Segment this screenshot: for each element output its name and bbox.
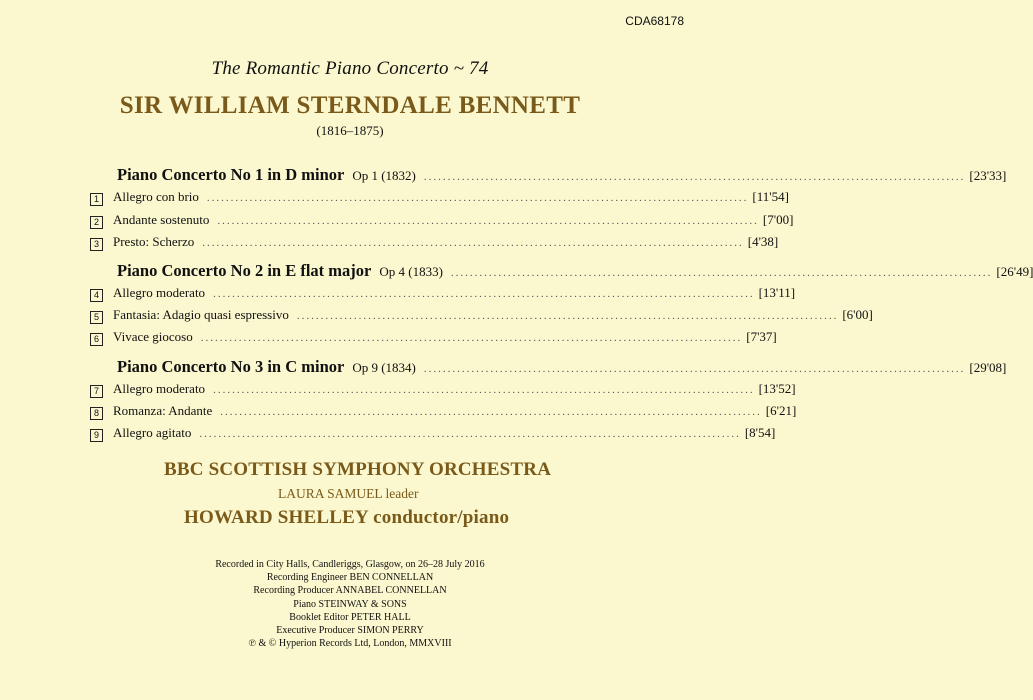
track-duration: [6'00]: [842, 307, 873, 322]
composer-dates: (1816–1875): [316, 123, 384, 138]
work-title: Piano Concerto No 3 in C minor: [117, 357, 345, 376]
track-number: 6: [90, 333, 103, 346]
dot-leader: ..................................................................................................................: [213, 288, 755, 300]
track-number: 3: [90, 238, 103, 251]
work-heading: [90, 165, 1007, 185]
track-title: Allegro moderato: [113, 381, 206, 396]
work-year: (1832): [381, 168, 416, 183]
orchestra-name: BBC SCOTTISH SYMPHONY ORCHESTRA: [164, 459, 552, 480]
track-row[interactable]: [90, 189, 789, 209]
track-duration: [6'21]: [765, 403, 797, 418]
dot-leader: ..................................................................................................................: [213, 384, 755, 396]
series-title: The Romantic Piano Concerto ~ 74: [211, 58, 489, 79]
track-duration: [8'54]: [744, 425, 776, 440]
credit-line: Recorded in City Halls, Candleriggs, Glasgow, on 26–28 July 2016: [215, 559, 485, 570]
track-title: Allegro con brio: [113, 189, 199, 204]
work-title: Piano Concerto No 2 in E flat major: [117, 261, 372, 280]
conductor-name: HOWARD SHELLEY conductor/piano: [184, 507, 510, 528]
dot-leader: ..................................................................................................................: [217, 215, 759, 227]
track-duration: [13'52]: [758, 381, 796, 396]
dot-leader: ..................................................................................................................: [423, 363, 966, 375]
track-duration: [7'00]: [762, 212, 794, 227]
track-number: 9: [90, 429, 103, 442]
work-year: (1833): [408, 264, 443, 279]
credit-line: Recording Producer ANNABEL CONNELLAN: [253, 585, 447, 597]
credit-line: Executive Producer SIMON PERRY: [276, 625, 424, 637]
work-year: (1834): [381, 360, 416, 375]
credit-line: Recording Engineer BEN CONNELLAN: [266, 572, 434, 584]
work-opus: Op 1: [352, 168, 378, 183]
track-number: 4: [90, 289, 103, 302]
work-heading: [90, 261, 1033, 281]
track-duration: [13'11]: [758, 285, 796, 300]
credit-line: Booklet Editor PETER HALL: [289, 611, 411, 623]
dot-leader: ..................................................................................................................: [199, 428, 741, 440]
work-opus: Op 4: [379, 264, 405, 279]
track-row[interactable]: [90, 425, 776, 445]
work-title: Piano Concerto No 1 in D minor: [117, 165, 345, 184]
credit-line: Piano STEINWAY & SONS: [293, 598, 407, 610]
track-number: 5: [90, 311, 103, 324]
dot-leader: ..................................................................................................................: [200, 332, 743, 344]
dot-leader: ..................................................................................................................: [202, 237, 744, 249]
track-number: 7: [90, 385, 103, 398]
track-row[interactable]: [90, 307, 873, 327]
copyright-line: ℗ & © Hyperion Records Ltd, London, MMXVIII: [248, 638, 452, 650]
work-heading: [90, 357, 1007, 377]
track-row[interactable]: [90, 329, 777, 349]
track-title: Presto: Scherzo: [113, 234, 195, 249]
composer-name: SIR WILLIAM STERNDALE BENNETT: [119, 92, 581, 119]
track-number: 2: [90, 216, 103, 229]
track-row[interactable]: [90, 285, 796, 305]
track-row[interactable]: [90, 234, 779, 254]
track-duration: [7'37]: [746, 329, 777, 344]
dot-leader: ..................................................................................................................: [296, 310, 839, 322]
track-number: 8: [90, 407, 103, 420]
work-duration: [23'33]: [969, 168, 1007, 183]
track-title: Allegro agitato: [113, 425, 192, 440]
dot-leader: ..................................................................................................................: [206, 192, 749, 204]
work-duration: [26'49]: [996, 264, 1033, 279]
recording-credits: [0, 558, 700, 650]
work-opus: Op 9: [352, 360, 378, 375]
track-row[interactable]: [90, 212, 794, 232]
track-duration: [11'54]: [752, 189, 789, 204]
track-row[interactable]: [90, 381, 796, 401]
dot-leader: ..................................................................................................................: [423, 171, 966, 183]
track-title: Fantasia: Adagio quasi espressivo: [113, 307, 289, 322]
dot-leader: ..................................................................................................................: [220, 406, 762, 418]
track-row[interactable]: [90, 403, 797, 423]
catalogue-number: CDA68178: [625, 14, 684, 28]
orchestra-leader: LAURA SAMUEL leader: [278, 486, 419, 501]
track-title: Vivace giocoso: [113, 329, 193, 344]
track-title: Allegro moderato: [113, 285, 206, 300]
track-title: Andante sostenuto: [113, 212, 210, 227]
track-title: Romanza: Andante: [113, 403, 213, 418]
track-duration: [4'38]: [747, 234, 779, 249]
dot-leader: ..................................................................................................................: [450, 267, 993, 279]
work-duration: [29'08]: [969, 360, 1007, 375]
track-number: 1: [90, 193, 103, 206]
